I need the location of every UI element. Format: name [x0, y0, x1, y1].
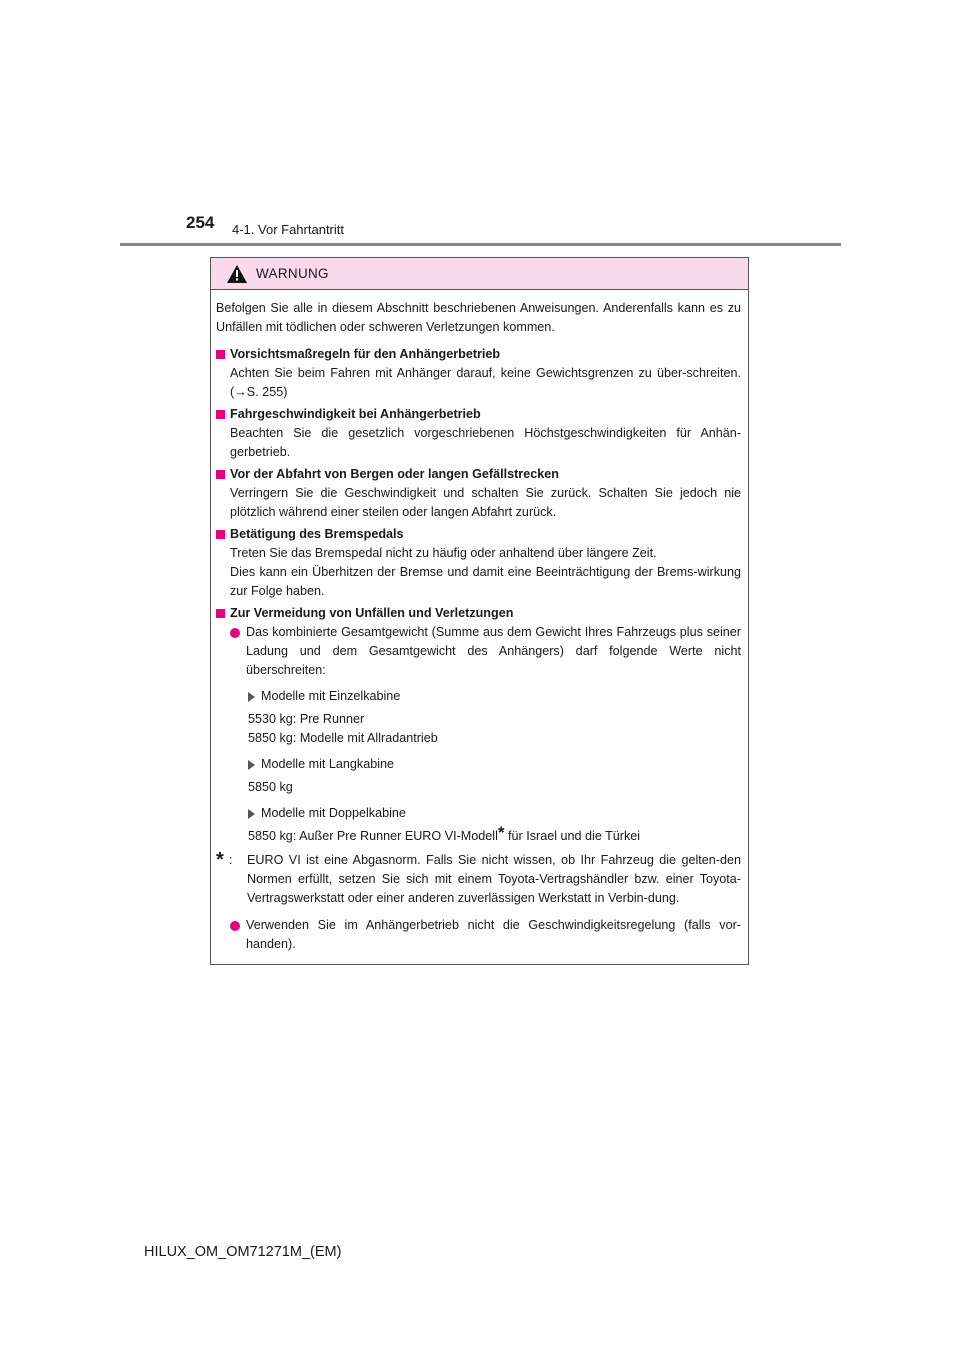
arrow-right-icon — [248, 692, 255, 702]
warning-item — [216, 525, 741, 601]
bullet-text: Verwenden Sie im Anhängerbetrieb nicht die Geschwindigkeitsregelung (falls vor-handen). — [246, 918, 741, 951]
model-value: für Israel und die Türkei — [508, 829, 641, 843]
model-value: 5850 kg: Modelle mit Allradantrieb — [248, 731, 438, 745]
item-title: Vor der Abfahrt von Bergen oder langen Gefällstrecken — [230, 467, 559, 481]
square-bullet-icon — [216, 350, 225, 359]
item-text: Achten Sie beim Fahren mit Anhänger darauf, keine Gewichtsgrenzen zu über-schreiten. (→S. 255) — [230, 366, 741, 399]
model-label: Modelle mit Doppelkabine — [261, 806, 406, 820]
item-text: Treten Sie das Bremspedal nicht zu häufig oder anhaltend über längere Zeit. — [230, 546, 657, 560]
page-number: 254 — [186, 213, 215, 232]
item-title: Fahrgeschwindigkeit bei Anhängerbetrieb — [230, 407, 481, 421]
arrow-right-icon — [248, 760, 255, 770]
model-label: Modelle mit Langkabine — [261, 757, 395, 771]
square-bullet-icon — [216, 410, 225, 419]
model-value: 5530 kg: Pre Runner — [248, 712, 365, 726]
warning-item — [216, 604, 741, 954]
round-bullet-icon — [230, 921, 240, 931]
round-bullet-icon — [230, 628, 240, 638]
bullet-text: Das kombinierte Gesamtgewicht (Summe aus dem Gewicht Ihres Fahrzeugs plus seiner Ladung und dem Gesamtgewicht des Anhängers) darf folgende Werte nicht überschreiten: — [246, 625, 741, 677]
item-text: Beachten Sie die gesetzlich vorgeschriebenen Höchstgeschwindigkeiten für Anhän-gerbetrieb. — [230, 426, 741, 459]
item-title: Zur Vermeidung von Unfällen und Verletzungen — [230, 606, 514, 620]
item-text: Verringern Sie die Geschwindigkeit und schalten Sie zurück. Schalten Sie jedoch nie plötzlich während einer steilen oder langen Abfahrt zurück. — [230, 486, 741, 519]
warning-box — [210, 257, 749, 965]
item-title: Vorsichtsmaßregeln für den Anhängerbetrieb — [230, 347, 501, 361]
model-value: 5850 kg — [248, 780, 293, 794]
square-bullet-icon — [216, 609, 225, 618]
model-label: Modelle mit Einzelkabine — [261, 689, 401, 703]
warning-item — [216, 405, 741, 462]
item-title: Betätigung des Bremspedals — [230, 527, 404, 541]
warning-header — [211, 258, 748, 290]
document-id: HILUX_OM_OM71271M_(EM) — [144, 1244, 342, 1260]
model-value: 5850 kg: Außer Pre Runner EURO VI-Modell — [248, 829, 498, 843]
arrow-right-icon — [248, 809, 255, 819]
warning-body — [211, 290, 748, 954]
warning-intro: Befolgen Sie alle in diesem Abschnitt beschriebenen Anweisungen. Anderenfalls kann es zu Unfällen mit tödlichen oder schweren Verletzungen kommen. — [216, 301, 741, 334]
footnote-marker: * — [497, 823, 505, 842]
footnote-star: * — [216, 849, 224, 871]
header-rule — [120, 243, 841, 246]
warning-triangle-icon — [227, 265, 247, 283]
square-bullet-icon — [216, 530, 225, 539]
section-title: 4-1. Vor Fahrtantritt — [232, 222, 344, 237]
item-text: Dies kann ein Überhitzen der Bremse und damit eine Beeinträchtigung der Brems-wirkung zur Folge haben. — [230, 565, 741, 598]
footnote-colon: : — [229, 853, 233, 867]
warning-title: WARNUNG — [256, 266, 329, 281]
footnote-text: EURO VI ist eine Abgasnorm. Falls Sie nicht wissen, ob Ihr Fahrzeug die gelten-den Normen erfüllt, setzen Sie sich mit einem Toyota-Vertragshändler bzw. einer Toyota-Vertragswerkstatt oder einer anderen zuverlässigen Werkstatt in Verbin-dung. — [247, 853, 741, 905]
warning-item — [216, 465, 741, 522]
warning-item — [216, 345, 741, 402]
square-bullet-icon — [216, 470, 225, 479]
footnote — [216, 851, 741, 908]
